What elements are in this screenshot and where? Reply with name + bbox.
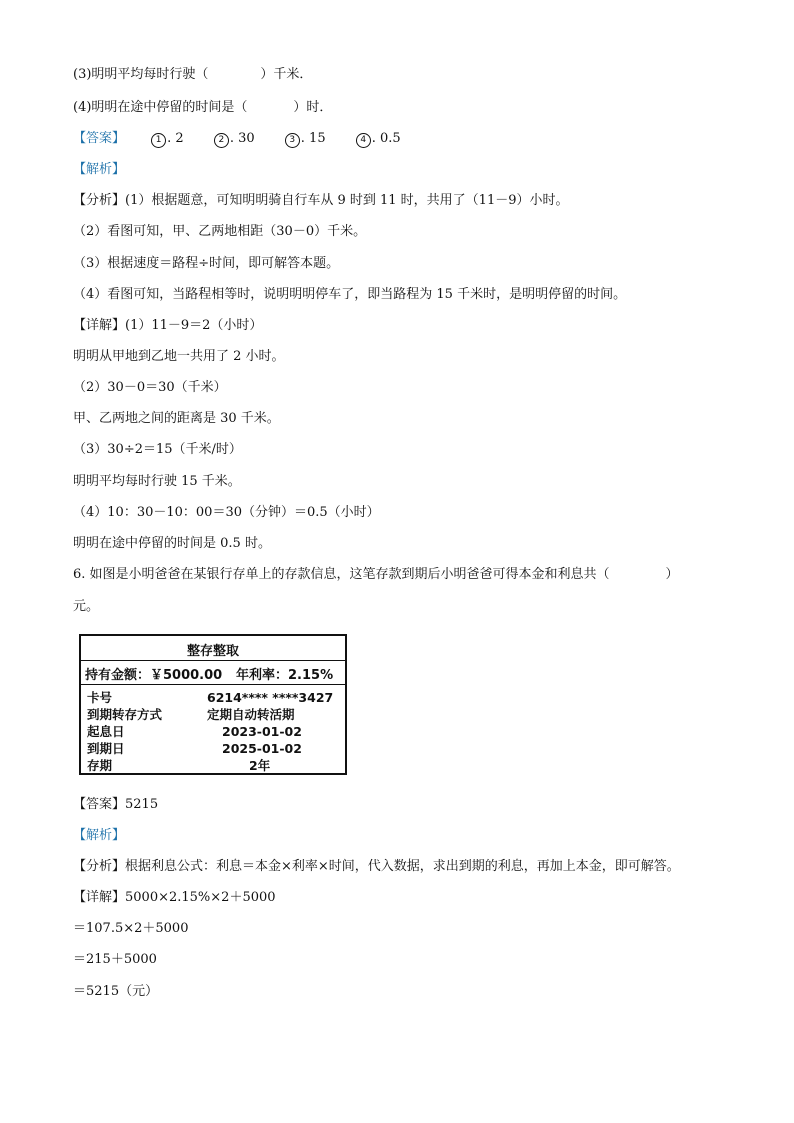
q6-question-line	[73, 565, 679, 585]
detail-line: 甲、乙两地之间的距离是 30 千米。	[73, 411, 280, 426]
slip-title: 整存整取	[186, 644, 239, 659]
deposit-slip	[79, 634, 347, 775]
analysis-tag: 【解析】	[73, 162, 126, 177]
answer-item	[214, 129, 255, 149]
slip-rate: 年利率：2.15%	[236, 668, 334, 683]
answer-tag: 【答案】	[73, 131, 126, 146]
q6-question-text: 6. 如图是小明爸爸在某银行存单上的存款信息，这笔存款到期后小明爸爸可得本金和利息共（	[73, 567, 610, 582]
circled-number: 3	[285, 133, 300, 148]
slip-amount: 持有金额：￥5000.00	[85, 668, 223, 683]
slip-divider	[81, 660, 345, 661]
answer-text: 【答案】5215	[73, 797, 159, 812]
detail-line: （3）30÷2＝15（千米/时）	[73, 442, 242, 457]
circled-number: 2	[214, 133, 229, 148]
circled-number: 1	[151, 133, 166, 148]
analysis-tag: 【解析】	[73, 828, 126, 843]
detail-line: ＝5215（元）	[73, 984, 159, 999]
detail-line: 【详解】(1）11－9＝2（小时）	[73, 318, 263, 333]
slip-key: 到期日	[87, 741, 125, 756]
q5-sub3-line	[73, 65, 312, 85]
detail-line: 明明在途中停留的时间是 0.5 时。	[73, 536, 271, 551]
q5-sub4-text: (4)明明在途中停留的时间是（	[73, 100, 248, 115]
detail-line: （4）10：30－10：00＝30（分钟）＝0.5（小时）	[73, 505, 380, 520]
circled-number: 4	[356, 133, 371, 148]
analysis-line: （4）看图可知，当路程相等时，说明明明停车了，即当路程为 15 千米时，是明明停留的时间。	[73, 287, 627, 302]
slip-key: 起息日	[87, 724, 125, 739]
q5-answer-line	[73, 129, 401, 149]
analysis-line: （2）看图可知，甲、乙两地相距（30－0）千米。	[73, 224, 367, 239]
answer-value: . 30	[229, 131, 255, 146]
slip-value: 2025-01-02	[222, 741, 302, 756]
q5-sub4-unit: ）时．	[293, 100, 333, 115]
q5-sub3-text: (3)明明平均每时行驶（	[73, 67, 209, 82]
detail-line: 【详解】5000×2.15%×2＋5000	[73, 890, 276, 905]
answer-value: . 0.5	[371, 131, 401, 146]
answer-value: . 2	[167, 131, 184, 146]
slip-divider	[81, 684, 345, 685]
slip-row-card	[87, 688, 333, 706]
slip-row-end-date	[87, 739, 302, 757]
slip-row-term	[87, 756, 270, 774]
slip-row-start-date	[87, 722, 302, 740]
slip-value: 定期自动转活期	[207, 707, 295, 722]
detail-line: ＝107.5×2＋5000	[73, 921, 189, 936]
analysis-line: 【分析】根据利息公式：利息＝本金×利率×时间，代入数据，求出到期的利息，再加上本金，即可解答。	[73, 859, 680, 874]
slip-key: 到期转存方式	[87, 707, 163, 722]
q6-answer-line	[73, 795, 158, 815]
answer-item	[356, 129, 401, 149]
slip-value: 2年	[249, 758, 271, 773]
detail-line: ＝215＋5000	[73, 952, 157, 967]
detail-line: 明明平均每时行驶 15 千米。	[73, 474, 241, 489]
q6-question-close: ）	[665, 567, 679, 582]
q6-question-unit: 元。	[73, 599, 100, 614]
detail-line: 明明从甲地到乙地一共用了 2 小时。	[73, 349, 285, 364]
slip-value: 2023-01-02	[222, 724, 302, 739]
answer-item	[285, 129, 326, 149]
answer-value: . 15	[300, 131, 326, 146]
slip-row-renewal	[87, 705, 295, 723]
slip-value: 6214**** ****3427	[207, 690, 334, 705]
answer-item	[151, 129, 184, 149]
slip-key: 卡号	[87, 690, 113, 705]
q5-sub3-unit: ）千米．	[260, 67, 313, 82]
q5-sub4-line	[73, 98, 332, 118]
analysis-line: 【分析】(1）根据题意，可知明明骑自行车从 9 时到 11 时，共用了（11－9）小时。	[73, 193, 569, 208]
analysis-line: （3）根据速度＝路程÷时间，即可解答本题。	[73, 256, 340, 271]
detail-line: （2）30－0＝30（千米）	[73, 380, 227, 395]
slip-key: 存期	[87, 758, 113, 773]
